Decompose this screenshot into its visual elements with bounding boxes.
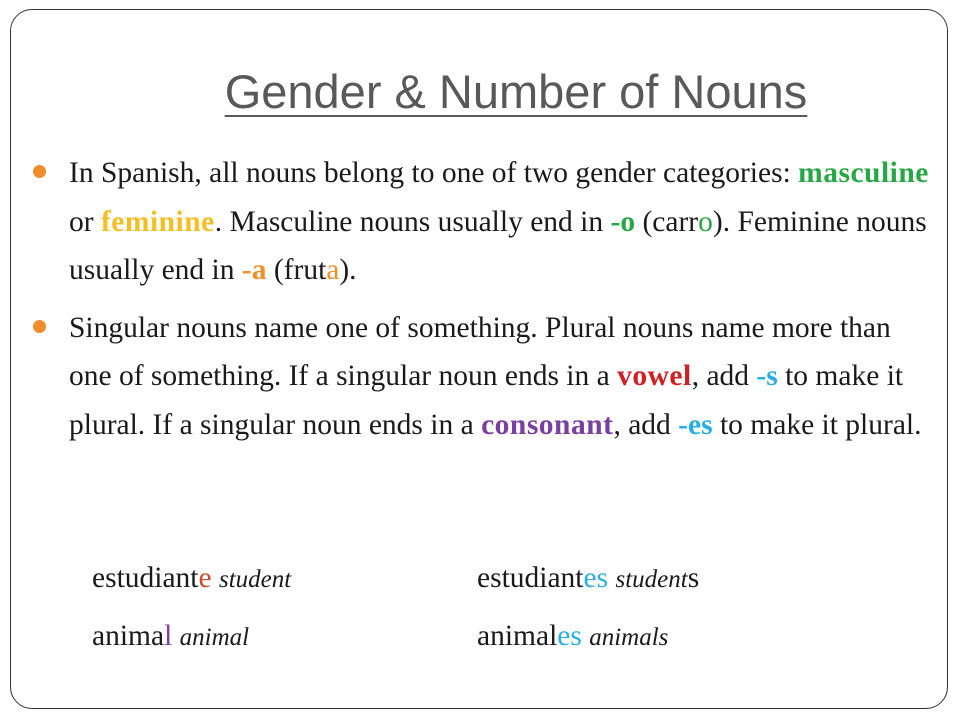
text-span: . Masculine nouns usually end in	[214, 205, 611, 238]
ending-o: o	[698, 205, 713, 238]
word-masculine: masculine	[798, 157, 929, 189]
suffix-s: -s	[756, 360, 778, 392]
suffix-o: -o	[610, 205, 636, 238]
ending-a: a	[326, 254, 340, 286]
example-plural	[477, 562, 699, 595]
ending: es	[583, 562, 609, 594]
suffix-es: -es	[678, 408, 713, 441]
stem: animal	[477, 620, 558, 652]
suffix-a: -a	[241, 254, 267, 286]
stem: estudiant	[477, 562, 584, 594]
ending: e	[198, 562, 212, 594]
ending: es	[557, 620, 582, 652]
stem: anima	[92, 620, 165, 652]
word-consonant: consonant	[481, 408, 614, 441]
example-singular	[92, 620, 249, 652]
translation: student	[218, 566, 292, 593]
text-span: , add	[613, 408, 679, 441]
bullet-gender	[69, 149, 929, 295]
bullet-dot-icon	[33, 165, 46, 178]
text-span: ). Feminine nouns usually end in	[69, 205, 927, 286]
example-row-estudiante	[92, 562, 700, 595]
text-span: (carr	[635, 205, 699, 238]
bullet-number	[69, 304, 929, 450]
text-span: ).	[339, 254, 357, 286]
word-feminine: feminine	[100, 205, 215, 238]
text-span: (frut	[266, 254, 327, 286]
text-span: In Spanish, all nouns belong to one of two gender categories:	[69, 157, 799, 189]
translation: animal	[179, 624, 250, 651]
slide-frame	[10, 9, 948, 709]
slide-title: Gender & Number of Nouns	[224, 65, 808, 118]
text-span: Singular nouns name one of something. Plural nouns name more than one of something. If a singular noun ends in a	[69, 311, 891, 392]
example-singular	[92, 562, 291, 594]
bullet-dot-icon	[33, 320, 46, 333]
ending: l	[164, 620, 173, 652]
text-span: to make it plural. If a singular noun ends in a	[69, 360, 904, 441]
example-plural	[477, 620, 668, 653]
text-span: to make it plural.	[712, 408, 922, 441]
text-span: or	[69, 205, 101, 238]
word-vowel: vowel	[617, 360, 692, 392]
stem: estudiant	[92, 562, 199, 594]
text-span: , add	[691, 360, 757, 392]
translation: student	[615, 566, 688, 593]
slide-body	[69, 149, 929, 449]
translation: animals	[589, 624, 669, 651]
translation-ending: s	[687, 562, 700, 594]
example-row-animal	[92, 620, 669, 653]
